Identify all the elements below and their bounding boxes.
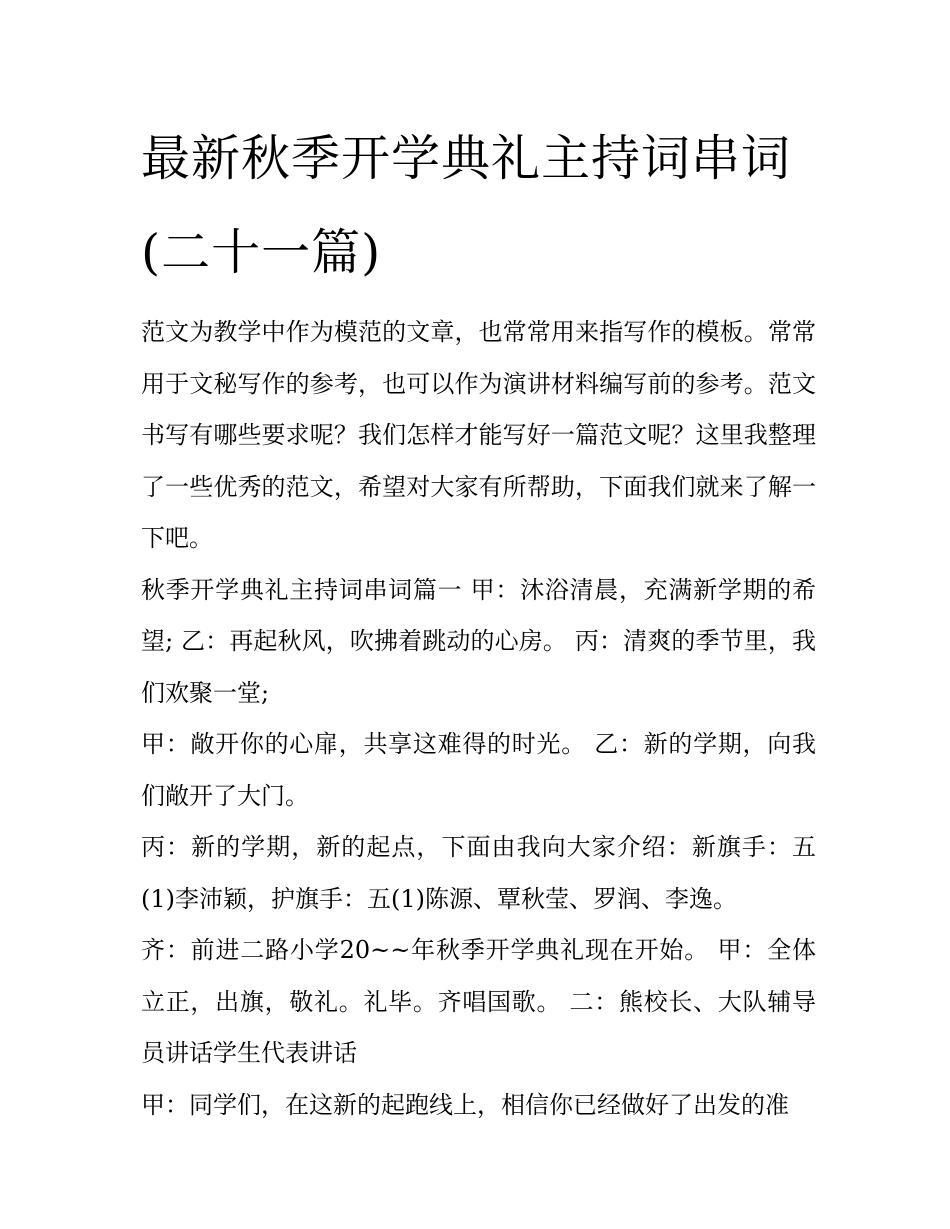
title-line-2: (二十一篇) — [141, 224, 382, 281]
paragraph: 齐：前进二路小学20~~年秋季开学典礼现在开始。 甲：全体立正，出旗，敬礼。礼毕。齐唱国歌。 二：熊校长、大队辅导员讲话学生代表讲话 — [141, 936, 816, 1067]
paragraph: 丙：新的学期，新的起点，下面由我向大家介绍：新旗手：五(1)李沛颖，护旗手：五(1)陈源、覃秋莹、罗润、李逸。 — [141, 833, 816, 913]
paragraph-opening: 秋季开学典礼主持词串词篇一 甲：沐浴清晨，充满新学期的希望; 乙：再起秋风，吹拂着跳动的心房。 丙：清爽的季节里，我们欢聚一堂; — [141, 575, 816, 707]
paragraph: 甲：同学们，在这新的起跑线上，相信你已经做好了出发的准 — [141, 1090, 789, 1119]
title-line-1: 最新秋季开学典礼主持词串词 — [141, 130, 792, 187]
document-title — [141, 112, 816, 300]
document-page — [141, 112, 816, 1131]
document-body — [141, 307, 816, 1131]
paragraph-intro: 范文为教学中作为模范的文章，也常常用来指写作的模板。常常用于文秘写作的参考，也可以作为演讲材料编写前的参考。范文书写有哪些要求呢？我们怎样才能写好一篇范文呢？这里我整理了一些优秀的范文，希望对大家有所帮助，下面我们就来了解一下吧。 — [141, 318, 816, 552]
paragraph: 甲：敞开你的心扉，共享这难得的时光。 乙：新的学期，向我们敞开了大门。 — [141, 730, 816, 810]
